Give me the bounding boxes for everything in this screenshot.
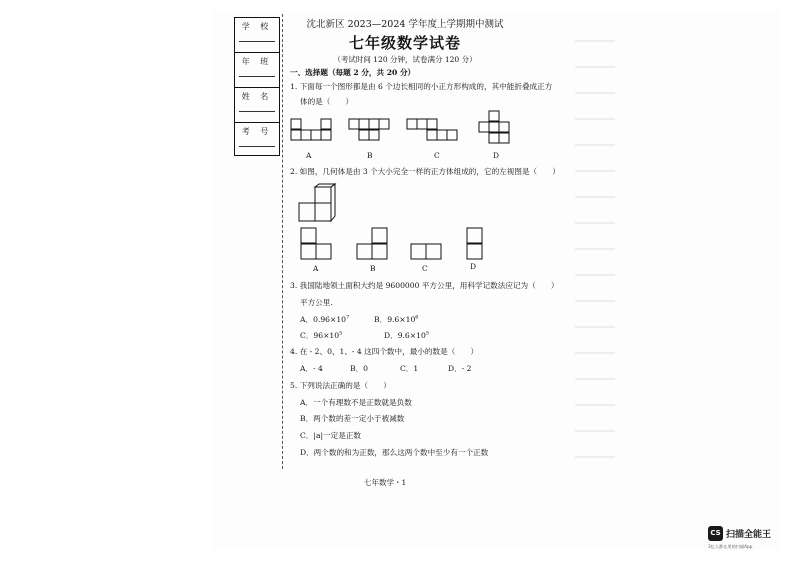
- q4-option-b: B．0: [350, 364, 369, 373]
- info-label-name: 姓 名: [241, 92, 273, 101]
- q3-option-label: A．: [300, 315, 314, 324]
- q4-option-c: C．1: [400, 364, 419, 373]
- q1-net-a: [290, 118, 332, 142]
- q1-net-c: [406, 118, 458, 142]
- info-cell-name: [235, 88, 279, 123]
- q3-option-mantissa: 0.96×10: [313, 315, 347, 324]
- q3-text-line1: 3. 我国陆地领土面积大约是 9600000 平方公里，用科学记数法应记为（ ）: [290, 281, 559, 290]
- q1-text-line1: 1. 下面每一个图形都是由 6 个边长相同的小正方形构成的，其中能折叠成正方: [290, 82, 553, 91]
- student-info-box: [234, 17, 280, 156]
- q4-option-d: D．- 2: [448, 364, 472, 373]
- info-blank-line: [239, 111, 275, 112]
- info-cell-exam-number: [235, 123, 279, 157]
- q3-option-exponent: 7: [346, 314, 350, 321]
- q2-solid-figure: [298, 183, 338, 223]
- q3-option-exponent: 5: [339, 330, 343, 337]
- exam-subtitle: （考试时间 120 分钟，试卷满分 120 分）: [333, 55, 477, 64]
- q2-option-d: D: [470, 262, 477, 271]
- info-cell-school: [235, 18, 279, 53]
- q3-option-a: [300, 314, 349, 325]
- q2-option-c: C: [422, 264, 428, 273]
- scanner-watermark: [708, 526, 794, 556]
- q2-view-a: [300, 227, 334, 261]
- q5-option-a: A．一个有理数不是正数就是负数: [300, 398, 412, 407]
- q3-option-c: [300, 330, 342, 341]
- q3-option-label: B．: [374, 315, 388, 324]
- q3-option-exponent: 6: [415, 314, 419, 321]
- info-label-school: 学 校: [241, 22, 273, 31]
- q3-option-b: [374, 314, 418, 325]
- info-blank-line: [239, 76, 275, 77]
- q5-text: 5. 下列说法正确的是（ ）: [290, 381, 391, 390]
- exam-title: 七年级数学试卷: [348, 34, 461, 52]
- q3-option-label: C．: [300, 331, 314, 340]
- q4-option-a: A．- 4: [300, 364, 323, 373]
- exam-term-line: 沈北新区 2023—2024 学年度上学期期中测试: [306, 19, 504, 30]
- q2-text: 2. 如图，几何体是由 3 个大小完全一样的正方体组成的，它的左视图是（ ）: [290, 167, 560, 176]
- q1-net-b: [348, 118, 390, 142]
- q2-view-c: [410, 243, 444, 261]
- q3-option-d: [384, 330, 429, 341]
- q2-option-b: B: [370, 264, 376, 273]
- q2-option-a: A: [313, 264, 319, 273]
- section-heading: 一、选择题（每题 2 分，共 20 分）: [290, 68, 416, 77]
- seal-line: [282, 14, 283, 469]
- q3-option-exponent: 5: [425, 330, 429, 337]
- q3-option-mantissa: 9.6×10: [387, 315, 416, 324]
- q5-option-d: D．两个数的和为正数，那么这两个数中至少有一个正数: [300, 448, 489, 457]
- q1-option-c: C: [434, 151, 440, 160]
- info-cell-class: [235, 53, 279, 88]
- q1-option-d: D: [493, 151, 500, 160]
- q3-option-label: D．: [384, 331, 398, 340]
- info-blank-line: [239, 41, 275, 42]
- q5-option-b: B．两个数的差一定小于被减数: [300, 414, 405, 423]
- page-footer: 七年数学・1: [364, 478, 407, 487]
- scanner-slogan: 3亿人都在用的扫描App: [708, 544, 753, 549]
- q3-option-mantissa: 96×10: [313, 331, 340, 340]
- bleed-through-edge: [575, 40, 615, 460]
- info-label-exam-number: 考 号: [241, 127, 273, 136]
- exam-header: [300, 16, 510, 65]
- cs-logo-icon: CS: [708, 526, 723, 541]
- info-label-class: 年 班: [241, 57, 273, 66]
- q2-view-b: [356, 227, 390, 261]
- q2-view-d: [466, 227, 484, 261]
- q1-option-b: B: [367, 151, 373, 160]
- scanner-name: 扫描全能王: [726, 530, 772, 540]
- q5-option-c: C．|a|一定是正数: [300, 431, 362, 440]
- q4-text: 4. 在 - 2、0、1、- 4 这四个数中，最小的数是（ ）: [290, 347, 479, 356]
- q3-text-line2: 平方公里.: [300, 298, 333, 307]
- q1-text-line2: 体的是（ ）: [300, 97, 354, 106]
- q1-net-d: [478, 110, 510, 144]
- q3-option-mantissa: 9.6×10: [397, 331, 426, 340]
- info-blank-line: [239, 146, 275, 147]
- q1-option-a: A: [306, 151, 312, 160]
